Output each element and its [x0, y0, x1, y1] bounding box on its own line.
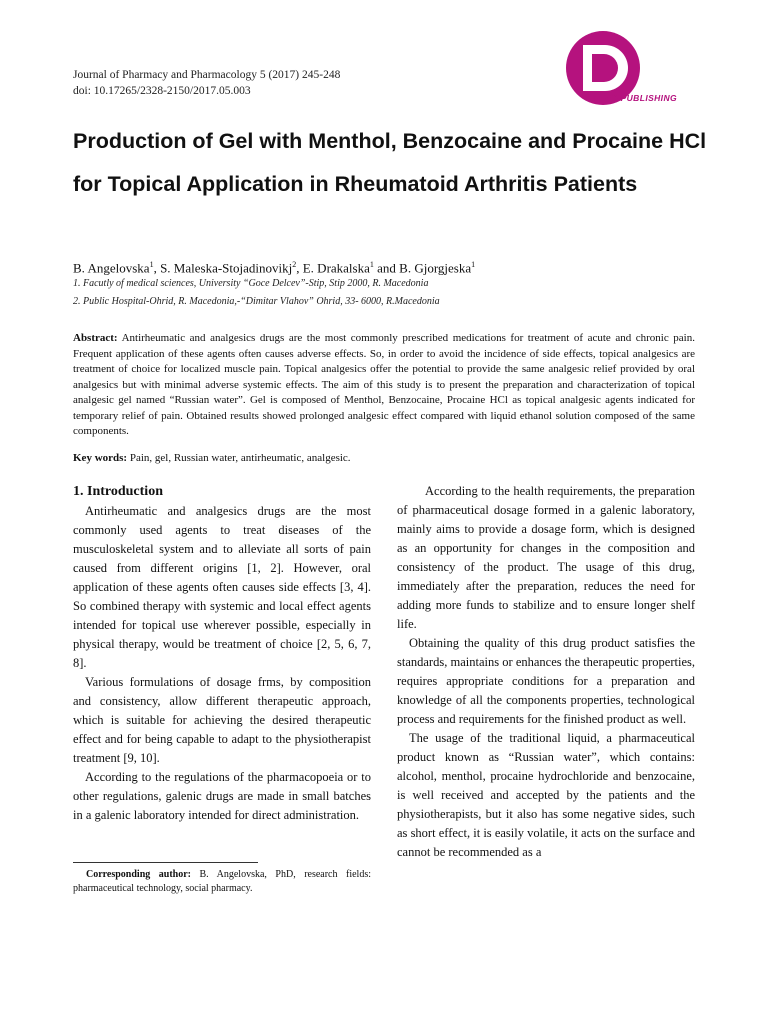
footnote [73, 868, 371, 896]
author-affiliation-mark: 1 [369, 260, 374, 269]
body-paragraph: According to the regulations of the pharmacopoeia or to other regulations, galenic drugs are made in small batches in a galenic laboratory intended for direct administration. [73, 770, 371, 822]
keywords [73, 451, 351, 467]
author-affiliation-mark: 1 [149, 260, 154, 269]
footnote-text: B. Angelovska, PhD, research fields: pharmaceutical technology, social pharmacy. [73, 869, 371, 894]
section-heading: 1. Introduction [73, 484, 163, 499]
footnote-label: Corresponding author: [86, 869, 191, 880]
author-separator: , [153, 260, 161, 276]
body-paragraph: Various formulations of dosage frms, by composition and consistency, allow different therapeutic approach, which is suitable for achieving the desired therapeutic effect and for being capable to adapt to the physiotherapist treatment [9, 10]. [73, 675, 371, 765]
logo-text: DAVID PUBLISHING [590, 93, 677, 103]
author-list [73, 256, 475, 277]
author-name: S. Maleska-Stojadinovikj [160, 260, 293, 276]
abstract-text: Antirheumatic and analgesics drugs are the most commonly prescribed medications for treatment of acute and chronic pain. Frequent application of these agents often causes adverse effects. So, in order to avoid the incidence of side effects, topical analgesics are treatment of choice for localized muscle pain. Topical analgesics offer the potential to provide the same analgesic relief provided by oral analgesics but with minimal adverse systemic effects. The aim of this study is to present the preparation and characterization of topical analgesic gel named “Russian water”. Gel is composed of Menthol, Benzocaine, Procaine HCl as topical analgesic agents indicated for temporary relief of pain. Obtained results showed prolonged analgesic effect compared with liquid ethanol solution composed of the same components. [73, 332, 695, 437]
affiliation-2: 2. Public Hospital-Ohrid, R. Macedonia,-“Dimitar Vlahov” Ohrid, 33- 6000, R.Macedonia [73, 296, 440, 307]
journal-line: Journal of Pharmacy and Pharmacology 5 (2017) 245-248 [73, 69, 341, 81]
author-name: E. Drakalska [302, 260, 370, 276]
author-separator: , [296, 260, 303, 276]
doi-line: doi: 10.17265/2328-2150/2017.05.003 [73, 85, 251, 97]
author-name: B. Gjorgjeska [399, 260, 472, 276]
abstract [73, 331, 695, 440]
body-paragraph: Antirheumatic and analgesics drugs are the most commonly used agents to treat diseases of the musculoskeletal system and to alleviate all sorts of pain caused from different origins [1, 2]. However, oral application of these agents often causes side effects [3, 4]. So combined therapy with systemic and local effect agents intended for topical use wherever possible, especially in physical therapy, would be treatment of choice [2, 5, 6, 7, 8]. [73, 504, 371, 670]
author-name: B. Angelovska [73, 260, 150, 276]
abstract-label: Abstract: [73, 332, 118, 344]
right-column [397, 482, 695, 862]
david-publishing-logo [555, 22, 705, 117]
body-paragraph: Obtaining the quality of this drug product satisfies the standards, maintains or enhances the therapeutic properties, requires appropriate conditions for a preparation and knowledge of all the components properties, technological process and requirements for the finished product as well. [397, 636, 695, 726]
paper-title: Production of Gel with Menthol, Benzocaine and Procaine HCl for Topical Application in Rheumatoid Arthritis Patients [73, 129, 707, 196]
journal-citation [73, 67, 340, 99]
footnote-divider [73, 862, 258, 863]
body-paragraph: The usage of the traditional liquid, a pharmaceutical product known as “Russian water”, which contains: alcohol, menthol, procaine hydrochloride and benzocaine, is well received and accepted by the patients and the physiotherapists, but it also has some negative sides, such as short effect, it is easily volatile, it acts on the surface and cannot be recommended as a [397, 731, 695, 859]
body-paragraph: According to the health requirements, the preparation of pharmaceutical dosage formed in a galenic laboratory, mainly aims to provide a dosage form, which is designed as an opportunity for changes in the composition and consistency of the product. The usage of this drug, immediately after the preparation, reduces the need for adding more funds to stabilize and to ensure longer shelf life. [397, 484, 695, 631]
author-affiliation-mark: 2 [292, 260, 297, 269]
keywords-text: Pain, gel, Russian water, antirheumatic, analgesic. [129, 452, 351, 464]
author-affiliation-mark: 1 [471, 260, 476, 269]
keywords-label: Key words: [73, 452, 128, 464]
affiliation-1: 1. Facutly of medical sciences, University “Goce Delcev”-Stip, Stip 2000, R. Macedonia [73, 278, 429, 289]
author-separator: and [373, 260, 400, 276]
left-column [73, 482, 371, 825]
